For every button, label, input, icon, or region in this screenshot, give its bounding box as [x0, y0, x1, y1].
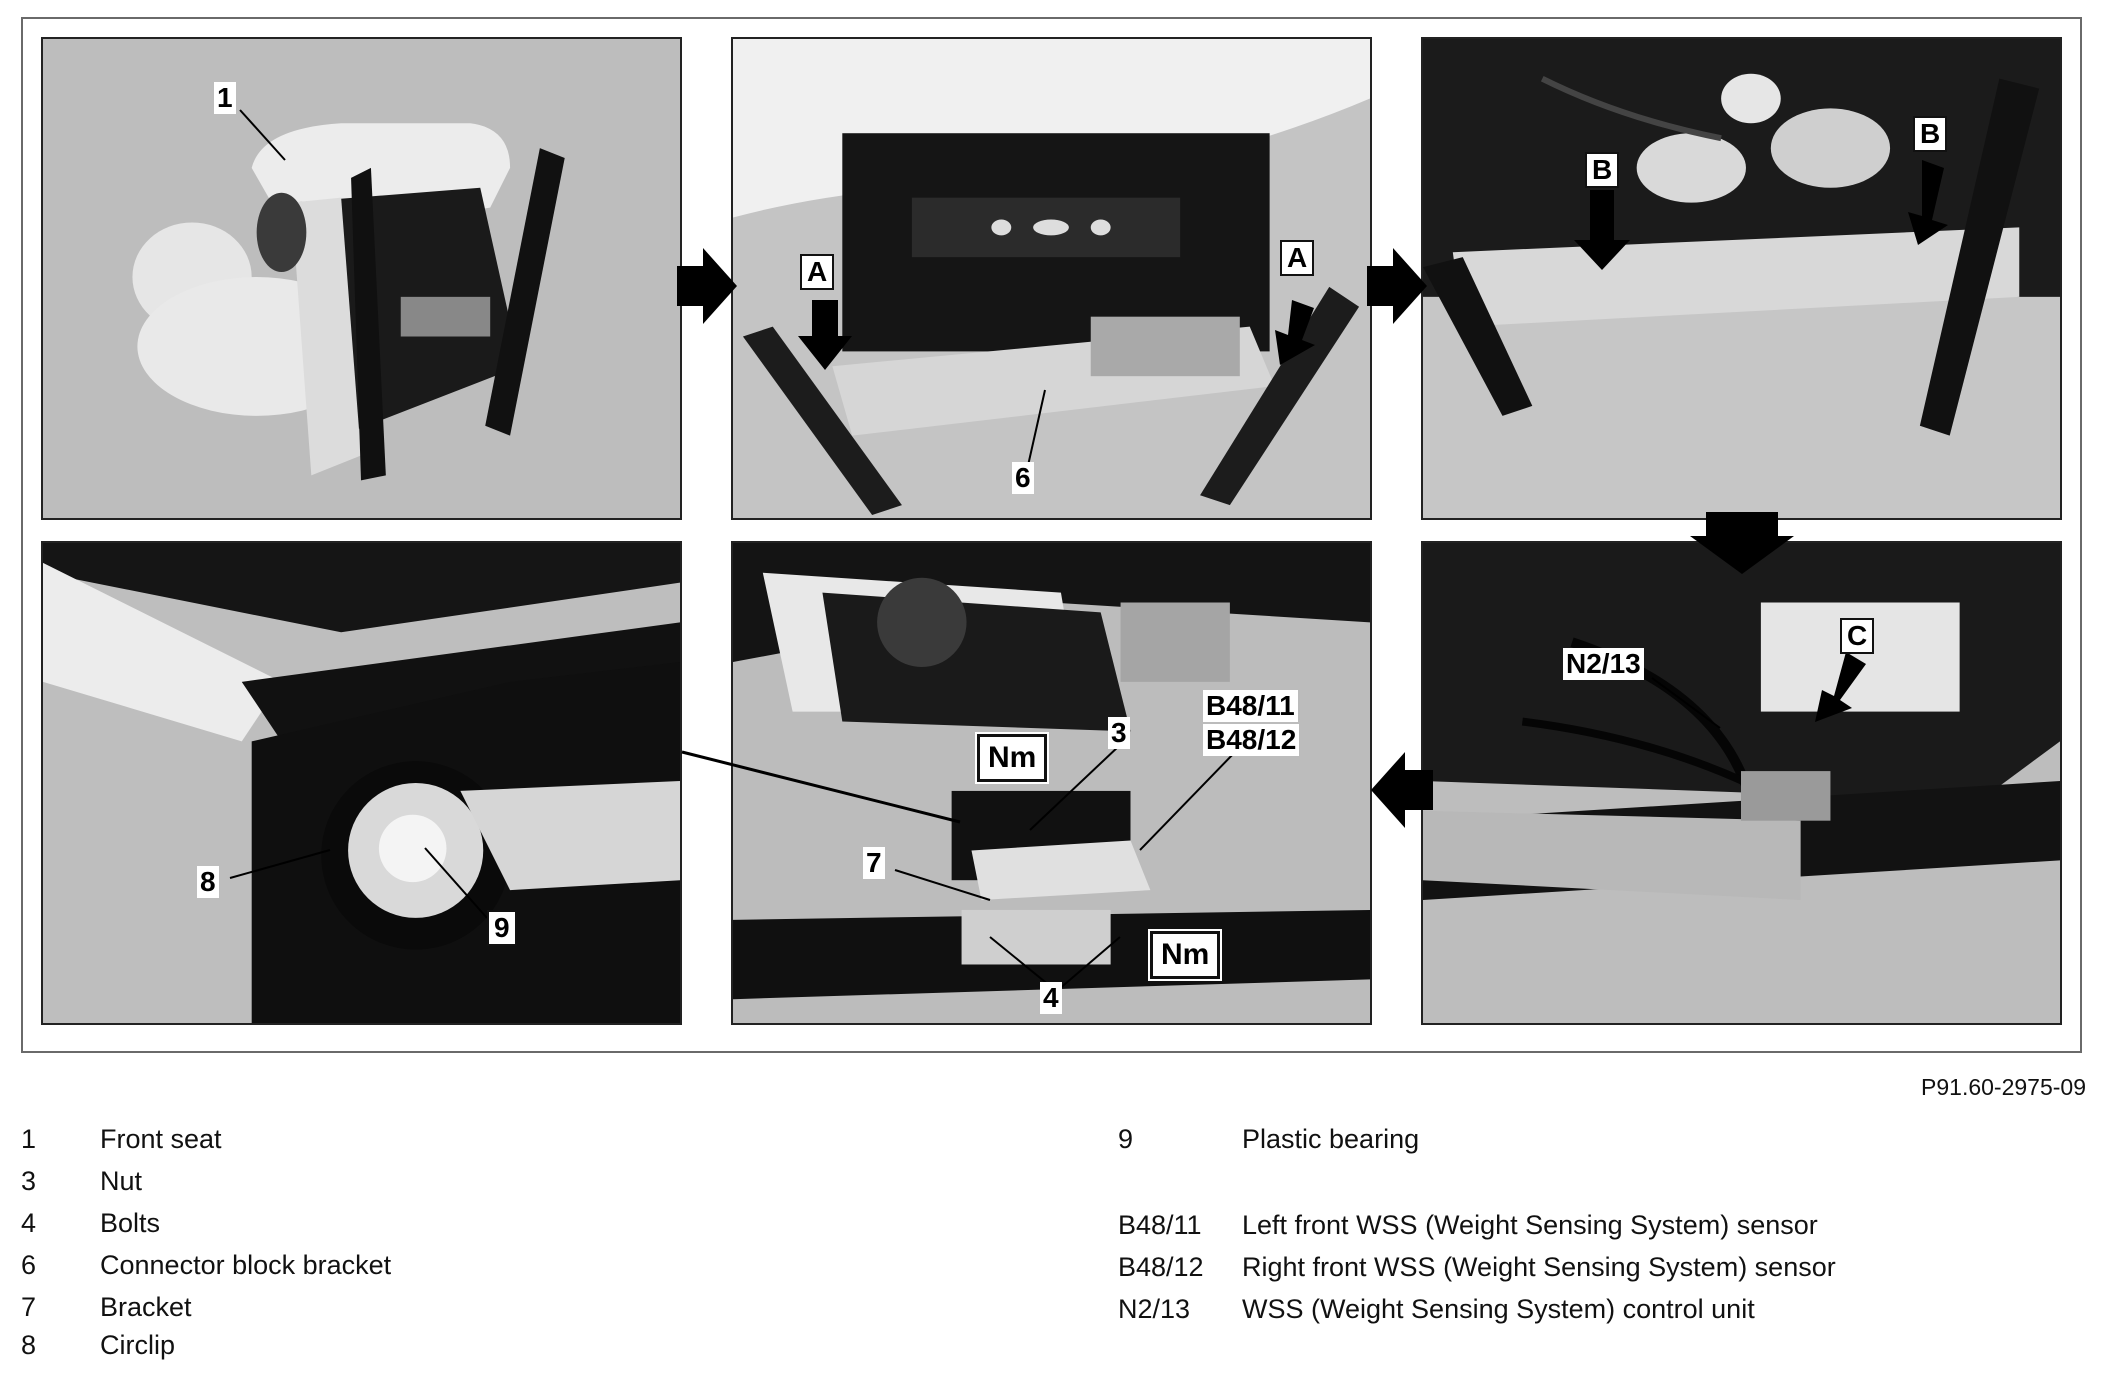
callout-8: 8	[197, 866, 219, 898]
legend-text: WSS (Weight Sensing System) control unit	[1242, 1294, 1755, 1324]
callout-a-right: A	[1280, 240, 1314, 276]
legend-number: 3	[21, 1166, 37, 1196]
callout-b48-12: B48/12	[1203, 724, 1299, 756]
callout-1: 1	[214, 82, 236, 114]
callout-b-left: B	[1585, 152, 1619, 188]
callout-b48-11: B48/11	[1203, 690, 1298, 722]
callout-3: 3	[1108, 717, 1130, 749]
legend-text: Front seat	[100, 1124, 222, 1154]
legend-text: Plastic bearing	[1242, 1124, 1420, 1154]
legend-text: Connector block bracket	[100, 1250, 392, 1280]
legend-text: Bolts	[100, 1208, 161, 1238]
callout-a-left: A	[800, 254, 834, 290]
callout-c: C	[1840, 618, 1874, 654]
callout-6: 6	[1012, 462, 1034, 494]
legend-text: Left front WSS (Weight Sensing System) sensor	[1242, 1210, 1818, 1240]
legend-number: 7	[21, 1292, 37, 1322]
legend-number: 1	[21, 1124, 37, 1154]
legend-number: B48/12	[1118, 1252, 1204, 1282]
callout-9: 9	[487, 910, 517, 946]
legend-text: Circlip	[100, 1330, 176, 1360]
legend-number: N2/13	[1118, 1294, 1191, 1324]
legend-number: B48/11	[1118, 1210, 1202, 1240]
callout-n2-13: N2/13	[1563, 648, 1644, 680]
callout-7: 7	[863, 847, 885, 879]
legend-text: Bracket	[100, 1292, 192, 1322]
legend-text: Nut	[100, 1166, 143, 1196]
legend-number: 4	[21, 1208, 37, 1238]
legend-number: 6	[21, 1250, 37, 1280]
torque-badge-upper: Nm	[977, 734, 1047, 782]
legend-number: 8	[21, 1330, 37, 1360]
callout-b-right: B	[1913, 116, 1947, 152]
legend-text: Right front WSS (Weight Sensing System) sensor	[1242, 1252, 1836, 1282]
torque-badge-lower: Nm	[1150, 931, 1220, 979]
callout-4: 4	[1040, 982, 1062, 1014]
legend-number: 9	[1118, 1124, 1134, 1154]
figure-code: P91.60-2975-09	[1921, 1074, 2086, 1100]
